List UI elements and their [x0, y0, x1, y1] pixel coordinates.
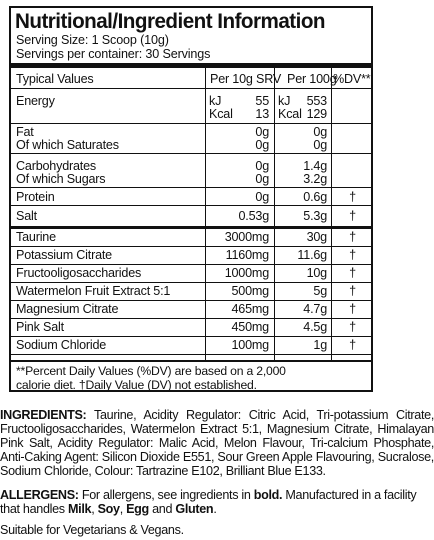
thick-rule — [11, 63, 371, 68]
protein-dv: † — [349, 190, 356, 204]
ingredient-100g: 5g — [313, 284, 327, 298]
ingredients-paragraph — [0, 408, 434, 478]
ingredient-dv: † — [349, 320, 356, 334]
header-rule — [11, 88, 371, 89]
energy-label: Energy — [16, 94, 55, 108]
ingredients-text: Taurine, Acidity Regulator: Citric Acid, Tri-potassium Citrate, Fructooligosaccharides, Watermelon Extract 5:1, Magnesium Citrate, Himalayan Pink Salt, Acidity Regulator: Malic Acid, Melon Flavour, Tri-calcium Phosphate, Anti-Caking Agent: Silicon Dioxide E551, Sour Green Apple Flavouring, Sucralose, Sodium Chloride, Colour: Tartrazine E102, Brilliant Blue E133. — [0, 408, 434, 479]
separator: , — [119, 502, 123, 517]
salt-label: Salt — [16, 209, 37, 223]
ingredient-label: Fructooligosaccharides — [16, 266, 142, 280]
saturates-label: Of which Saturates — [16, 138, 119, 152]
energy-unit-kj: kJ — [278, 94, 291, 108]
row-rule — [11, 300, 371, 301]
allergens-text: For allergens, see ingredients in — [81, 488, 251, 502]
energy-unit-kcal: Kcal — [278, 107, 302, 121]
allergens-bold: bold. — [253, 488, 283, 502]
header-typical-values: Typical Values — [16, 72, 94, 86]
fat-label: Fat — [16, 125, 34, 139]
row-rule — [11, 336, 371, 337]
ingredient-100g: 1g — [313, 338, 327, 352]
allergen-egg: Egg — [126, 502, 149, 517]
salt-dv: † — [349, 209, 356, 223]
allergens-and: and — [152, 502, 173, 517]
footnote-line: **Percent Daily Values (%DV) are based on a 2,000 — [16, 364, 286, 378]
ingredient-dv: † — [349, 230, 356, 244]
separator: , — [91, 502, 95, 517]
salt-srv: 0.53g — [238, 209, 269, 223]
ingredient-label: Taurine — [16, 230, 56, 244]
allergens-paragraph — [0, 488, 434, 516]
header-per-100g: Per 100g — [287, 72, 337, 86]
ingredients-heading: INGREDIENTS: — [0, 408, 87, 422]
protein-label: Protein — [16, 190, 55, 204]
ingredient-srv: 1000mg — [224, 266, 269, 280]
ingredient-label: Sodium Chloride — [16, 338, 107, 352]
ingredient-srv: 3000mg — [224, 230, 269, 244]
protein-100g: 0.6g — [303, 190, 327, 204]
saturates-100g: 0g — [313, 138, 327, 152]
ingredient-dv: † — [349, 266, 356, 280]
ingredient-srv: 450mg — [231, 320, 269, 334]
row-rule — [11, 123, 371, 124]
row-rule — [11, 246, 371, 247]
suitable-statement: Suitable for Vegetarians & Vegans. — [0, 523, 184, 537]
ingredient-label: Magnesium Citrate — [16, 302, 119, 316]
dv-footnote — [16, 364, 286, 392]
ingredient-label: Watermelon Fruit Extract 5:1 — [16, 284, 171, 298]
allergen-gluten: Gluten — [175, 502, 214, 517]
header-dv: %DV** — [333, 72, 371, 86]
ingredient-srv: 465mg — [231, 302, 269, 316]
energy-srv-kj: 55 — [255, 94, 269, 108]
energy-unit-kcal: Kcal — [209, 107, 233, 121]
sugars-100g: 3.2g — [303, 172, 327, 186]
allergens-text: Manufactured in a facility that handles — [0, 488, 417, 517]
sugars-srv: 0g — [255, 172, 269, 186]
ingredient-dv: † — [349, 338, 356, 352]
column-rule — [274, 68, 275, 360]
energy-100g-kj: 553 — [306, 94, 327, 108]
row-rule — [11, 264, 371, 265]
ingredient-label: Potassium Citrate — [16, 248, 112, 262]
carbohydrates-100g: 1.4g — [303, 159, 327, 173]
ingredient-srv: 100mg — [231, 338, 269, 352]
saturates-srv: 0g — [255, 138, 269, 152]
ingredient-dv: † — [349, 284, 356, 298]
row-rule — [11, 153, 371, 154]
section-rule — [11, 226, 371, 229]
header-per-srv: Per 10g SRV — [210, 72, 282, 86]
energy-srv-kcal: 13 — [255, 107, 269, 121]
ingredient-100g: 30g — [306, 230, 327, 244]
column-rule — [205, 68, 206, 360]
ingredient-100g: 11.6g — [297, 248, 327, 262]
row-rule — [11, 354, 371, 355]
servings-per-container: Servings per container: 30 Servings — [16, 47, 211, 61]
ingredient-srv: 500mg — [231, 284, 269, 298]
ingredient-label: Pink Salt — [16, 320, 64, 334]
period: . — [213, 502, 217, 517]
row-rule — [11, 282, 371, 283]
allergens-heading: ALLERGENS: — [0, 488, 79, 502]
sugars-label: Of which Sugars — [16, 172, 106, 186]
allergen-milk: Milk — [67, 502, 92, 517]
energy-100g-kcal: 129 — [306, 107, 327, 121]
ingredient-100g: 4.7g — [303, 302, 327, 316]
serving-size: Serving Size: 1 Scoop (10g) — [16, 33, 169, 47]
carbohydrates-label: Carbohydrates — [16, 159, 97, 173]
nutrition-panel — [9, 6, 373, 392]
fat-100g: 0g — [313, 125, 327, 139]
allergen-soy: Soy — [97, 502, 120, 517]
panel-title: Nutritional/Ingredient Information — [15, 9, 325, 33]
salt-100g: 5.3g — [303, 209, 327, 223]
footnote-line: calorie diet. †Daily Value (DV) not established. — [16, 378, 257, 392]
row-rule — [11, 318, 371, 319]
carbohydrates-srv: 0g — [255, 159, 269, 173]
energy-unit-kj: kJ — [209, 94, 222, 108]
ingredient-100g: 4.5g — [303, 320, 327, 334]
row-rule — [11, 187, 371, 188]
protein-srv: 0g — [255, 190, 269, 204]
ingredient-srv: 1160mg — [225, 248, 269, 262]
table-end-rule — [11, 360, 371, 362]
fat-srv: 0g — [255, 125, 269, 139]
ingredient-100g: 10g — [306, 266, 327, 280]
ingredient-dv: † — [349, 248, 356, 262]
ingredient-dv: † — [349, 302, 356, 316]
row-rule — [11, 205, 371, 206]
